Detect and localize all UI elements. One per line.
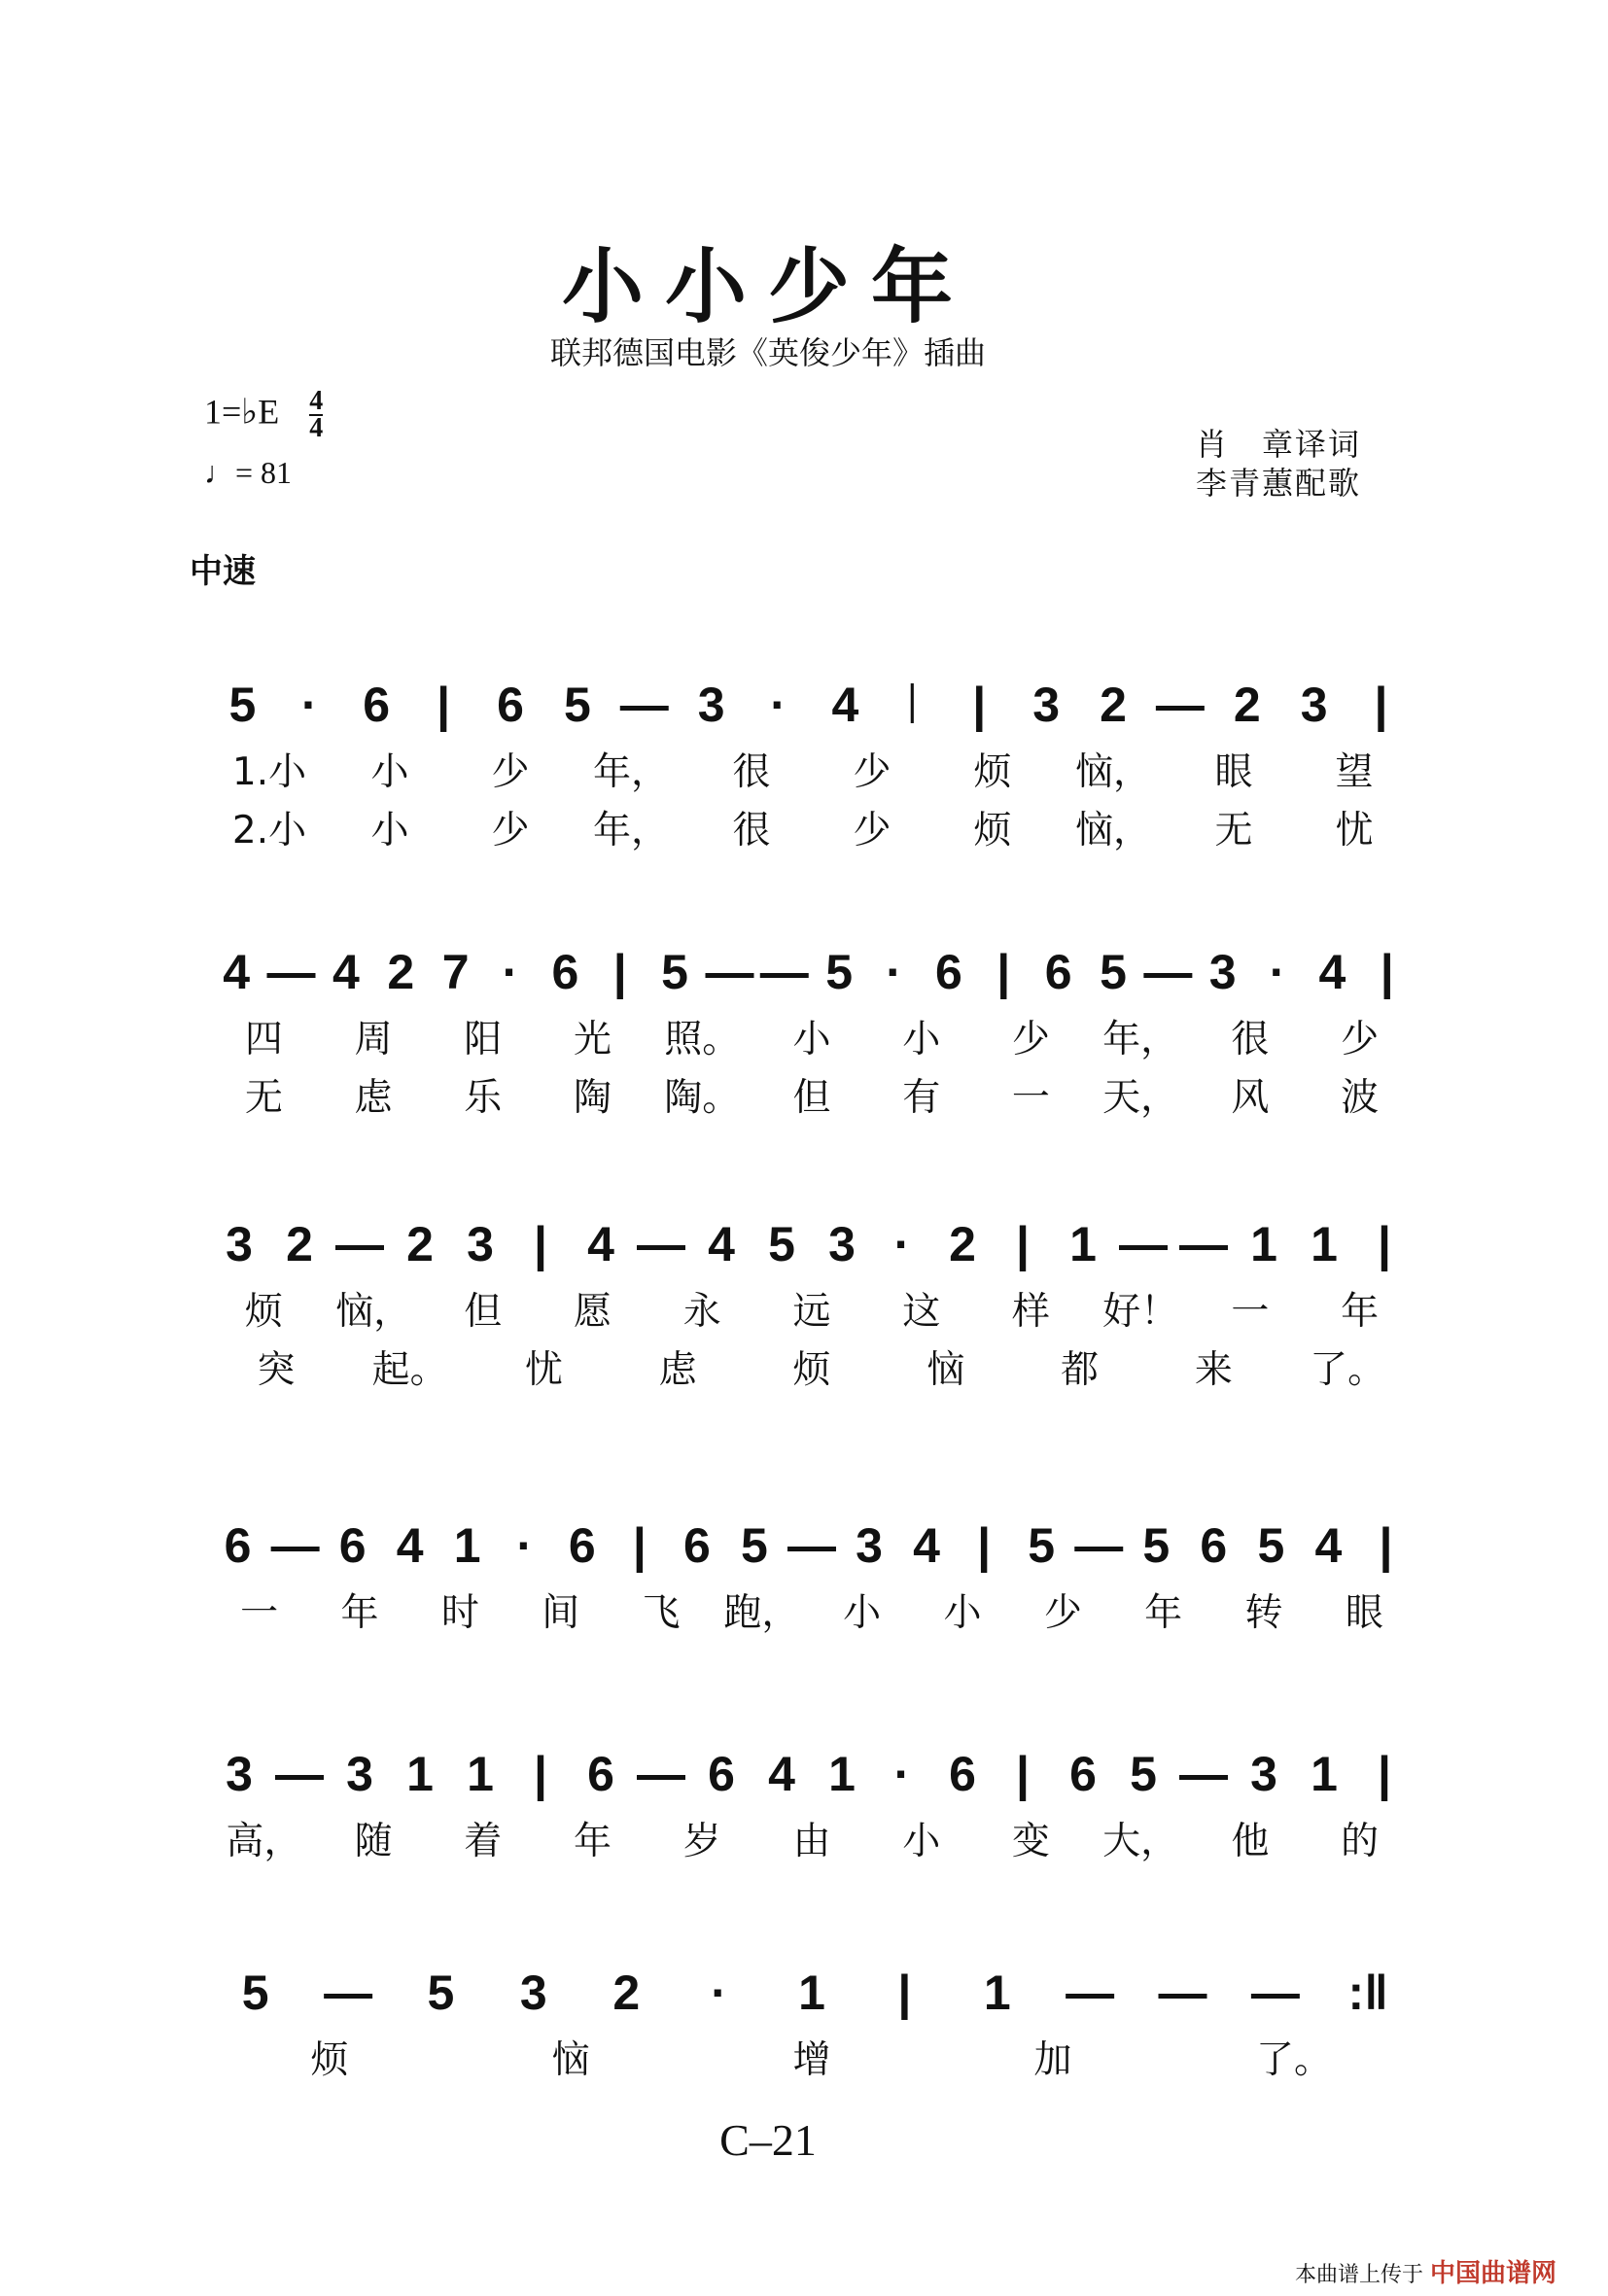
lyric-word: 年	[340, 1591, 379, 1635]
dash: —	[1179, 1217, 1228, 1271]
note: 6	[934, 945, 962, 999]
note: 3	[467, 1217, 494, 1271]
note: 5	[661, 945, 688, 999]
barline: |	[1374, 678, 1388, 732]
note: 4	[1314, 1518, 1343, 1573]
note: 5	[1028, 1518, 1056, 1573]
note: 4	[1318, 945, 1346, 999]
lyric-word: 很	[732, 809, 771, 852]
dash: —	[759, 945, 809, 999]
lyric-word: 忧	[524, 1348, 563, 1392]
lyric-word: 年	[1341, 1290, 1380, 1334]
barline: |	[612, 945, 627, 999]
lyric-word: 周	[354, 1018, 393, 1061]
lyric-word: 来	[1194, 1348, 1233, 1392]
barline: |	[1016, 1747, 1030, 1801]
dash: —	[275, 1747, 324, 1801]
lyric-word: 虑	[354, 1076, 393, 1120]
note: 4	[768, 1747, 795, 1801]
lyric-word: 间	[542, 1591, 580, 1635]
lyric-word: 随	[354, 1820, 393, 1863]
lyric-word: 跑，	[723, 1591, 800, 1635]
barline: |	[437, 678, 451, 732]
dash: —	[1158, 1966, 1207, 2020]
lyric-word: 但	[792, 1076, 831, 1120]
lyric-word: 陶	[574, 1076, 612, 1120]
lyric-word: 时	[440, 1591, 479, 1635]
footer-site: 中国曲谱网	[1430, 2259, 1557, 2288]
note: 2	[949, 1217, 976, 1271]
lyric-word: 一	[240, 1591, 279, 1635]
dash: —	[637, 1217, 685, 1271]
page-number: C–21	[719, 2115, 817, 2165]
lyric-word: 1.小	[231, 750, 307, 794]
note: 6	[949, 1747, 976, 1801]
note: 6	[1200, 1518, 1228, 1573]
lyric-word: 少	[491, 750, 530, 794]
note: 2	[612, 1966, 641, 2020]
dash: —	[270, 1518, 320, 1573]
lyric-word: 很	[732, 750, 771, 794]
footer	[1295, 2253, 1556, 2289]
tempo-marking: ♩= 81	[204, 455, 293, 490]
arranger-credit: 李青蕙配歌	[1196, 465, 1362, 502]
lyric-word: 烦	[792, 1348, 831, 1392]
lyric-word: 烦	[310, 2038, 349, 2082]
lyric-word: 年，	[592, 809, 669, 852]
dash: —	[619, 678, 669, 732]
note: ·	[502, 945, 519, 999]
note: :‖	[1347, 1966, 1389, 2020]
lyric-word: 年，	[1102, 1018, 1179, 1061]
note: 5	[563, 678, 591, 732]
lyric-word: 飞	[642, 1591, 681, 1635]
lyricist-credit: 肖 章译词	[1196, 426, 1362, 463]
lyric-word: 很	[1231, 1018, 1270, 1061]
lyric-word: 好！	[1102, 1290, 1179, 1334]
note: ·	[893, 1747, 911, 1801]
note: 1	[406, 1747, 434, 1801]
note: ·	[300, 678, 318, 732]
barline: |	[632, 1518, 647, 1573]
time-sig-bottom: 4	[309, 413, 324, 443]
note: 1	[1069, 1217, 1097, 1271]
lyric-word: 恼	[551, 2038, 590, 2082]
lyric-word: 虑	[658, 1348, 697, 1392]
barline: |	[897, 1966, 912, 2020]
lyric-word: 有	[902, 1076, 941, 1120]
note: 5	[768, 1217, 795, 1271]
lyric-word: 的	[1341, 1820, 1380, 1863]
lyric-word: 高，	[226, 1820, 302, 1863]
lyric-word: 四	[244, 1018, 283, 1061]
lyric-word: 远	[792, 1290, 831, 1334]
note: 1	[1311, 1747, 1338, 1801]
time-signature	[309, 386, 324, 443]
lyric-word: 烦	[973, 750, 1012, 794]
lyric-word: 恼	[926, 1348, 965, 1392]
note: 4	[396, 1518, 424, 1573]
note: 4	[223, 945, 251, 999]
lyric-word: 无	[1214, 809, 1253, 852]
note: 5	[825, 945, 854, 999]
lyric-word: 突	[257, 1348, 296, 1392]
note: 6	[363, 678, 391, 732]
note: 4	[831, 678, 859, 732]
lyric-word: 少	[1011, 1018, 1050, 1061]
lyric-word: 转	[1244, 1591, 1283, 1635]
note: ·	[893, 1217, 911, 1271]
lyric-word: 烦	[244, 1290, 283, 1334]
note: ·	[770, 678, 787, 732]
lyric-word: 年	[1144, 1591, 1183, 1635]
lyric-word: 眼	[1214, 750, 1253, 794]
barline: |	[977, 1518, 992, 1573]
barline: |	[534, 1217, 547, 1271]
lyric-word: 他	[1231, 1820, 1270, 1863]
note: ·	[886, 945, 902, 999]
speed-marking: 中速	[190, 552, 256, 591]
lyric-word: 小	[943, 1591, 982, 1635]
lyric-word: 了。	[1255, 2038, 1332, 2082]
lyric-word: 少	[1043, 1591, 1082, 1635]
dash: —	[266, 945, 316, 999]
note: 5	[228, 678, 257, 732]
lyric-word: 无	[244, 1076, 283, 1120]
note: ·	[711, 1966, 727, 2020]
lyric-word: 样	[1011, 1290, 1050, 1334]
note: 4	[913, 1518, 940, 1573]
barline: |	[534, 1747, 547, 1801]
lyric-word: 永	[682, 1290, 721, 1334]
lyric-word: 照。	[664, 1018, 741, 1061]
lyric-word: 愿	[574, 1290, 612, 1334]
barline: |	[1378, 1747, 1391, 1801]
lyric-word: 小	[902, 1820, 941, 1863]
lyric-word: 少	[491, 809, 530, 852]
lyric-word: 少	[1341, 1018, 1380, 1061]
dash: —	[1155, 678, 1205, 732]
lyric-word: 小	[370, 809, 409, 852]
lyric-word: 波	[1341, 1076, 1380, 1120]
lyric-word: 恼，	[1074, 809, 1151, 852]
note: 3	[1208, 945, 1237, 999]
lyric-word: 岁	[682, 1820, 721, 1863]
note: 5	[1142, 1518, 1171, 1573]
note: 6	[1069, 1747, 1097, 1801]
note: 3	[519, 1966, 547, 2020]
note: 3	[346, 1747, 373, 1801]
note: 2	[286, 1217, 313, 1271]
note: 5	[1257, 1518, 1285, 1573]
page-subtitle: 联邦德国电影《英俊少年》插曲	[549, 334, 986, 371]
note: 6	[224, 1518, 252, 1573]
lyric-word: 乐	[464, 1076, 503, 1120]
lyric-word: 忧	[1335, 809, 1374, 852]
note: 3	[856, 1518, 883, 1573]
barline: |	[1378, 1217, 1391, 1271]
barline: |	[996, 945, 1011, 999]
lyric-word: 光	[574, 1018, 612, 1061]
dash: —	[1250, 1966, 1300, 2020]
lyric-word: 陶。	[664, 1076, 741, 1120]
lyric-word: 加	[1033, 2038, 1072, 2082]
note: 5	[741, 1518, 768, 1573]
lyric-word: 增	[792, 2038, 831, 2082]
note: 3	[226, 1217, 253, 1271]
lyric-word: 一	[1011, 1076, 1050, 1120]
note: 4	[332, 945, 360, 999]
note: 4	[708, 1217, 735, 1271]
dash: —	[1074, 1518, 1124, 1573]
dash: —	[335, 1217, 384, 1271]
dash: —	[1179, 1747, 1228, 1801]
note: 6	[338, 1518, 367, 1573]
key-label: 1=♭E	[204, 392, 280, 432]
note: 7	[441, 945, 470, 999]
note: 1	[1250, 1217, 1277, 1271]
note: 1	[983, 1966, 1011, 2020]
lyric-word: 了。	[1310, 1348, 1386, 1392]
note: ·	[1269, 945, 1286, 999]
barline: |	[972, 678, 987, 732]
note: 1	[1311, 1217, 1338, 1271]
note: 6	[497, 678, 524, 732]
lyric-word: 大，	[1102, 1820, 1179, 1863]
note: 6	[1044, 945, 1072, 999]
lyric-word: 小	[792, 1018, 831, 1061]
note: 2	[406, 1217, 434, 1271]
note: 3	[226, 1747, 253, 1801]
lyric-word: 少	[853, 750, 891, 794]
note: 2	[387, 945, 415, 999]
note: 3	[1250, 1747, 1277, 1801]
lyric-word: 但	[464, 1290, 503, 1334]
lyric-word: 这	[902, 1290, 941, 1334]
note: 1	[798, 1966, 825, 2020]
note: 3	[1300, 678, 1328, 732]
lyric-word: 望	[1335, 750, 1374, 794]
barline: |	[1016, 1217, 1030, 1271]
lyric-word: 眼	[1345, 1591, 1383, 1635]
note: 5	[1130, 1747, 1157, 1801]
note: 1	[828, 1747, 856, 1801]
footer-uploaded: 本曲谱上传于	[1295, 2263, 1424, 2287]
lyric-word: 小	[370, 750, 409, 794]
lyric-word: 小	[843, 1591, 882, 1635]
note: 1	[467, 1747, 494, 1801]
note: 6	[551, 945, 579, 999]
lyric-word: 都	[1061, 1348, 1100, 1392]
note: 6	[708, 1747, 735, 1801]
lyric-word: 一	[1231, 1290, 1270, 1334]
dash: —	[1066, 1966, 1115, 2020]
barline: |	[1379, 1518, 1393, 1573]
lyric-word: 年，	[592, 750, 669, 794]
lyric-word: 起。	[371, 1348, 448, 1392]
barline: |	[1380, 945, 1394, 999]
note: 5	[241, 1966, 269, 2020]
lyric-word: 2.小	[231, 809, 307, 852]
note: 2	[1233, 678, 1261, 732]
note: 4	[587, 1217, 614, 1271]
note: 6	[587, 1747, 614, 1801]
note: 3	[697, 678, 725, 732]
note: 3	[1032, 678, 1060, 732]
lyric-word: 恼，	[1074, 750, 1151, 794]
lyric-word: 风	[1231, 1076, 1270, 1120]
lyric-word: 少	[853, 809, 891, 852]
note: 6	[682, 1518, 711, 1573]
dash: —	[1143, 945, 1193, 999]
lyric-word: 天，	[1102, 1076, 1179, 1120]
lyric-word: 年	[574, 1820, 612, 1863]
dash: —	[1119, 1217, 1168, 1271]
lyric-word: 烦	[973, 809, 1012, 852]
time-sig-top: 4	[309, 386, 324, 416]
key-signature	[204, 386, 324, 443]
note: 1	[453, 1518, 481, 1573]
page-title: 小小少年	[561, 239, 974, 334]
dash: —	[637, 1747, 685, 1801]
lyric-word: 变	[1011, 1820, 1050, 1863]
lyric-word: 恼，	[335, 1290, 412, 1334]
note: ·	[516, 1518, 534, 1573]
dash: —	[787, 1518, 836, 1573]
note: 3	[828, 1217, 856, 1271]
dash: —	[705, 945, 754, 999]
lyric-word: 由	[792, 1820, 831, 1863]
note: 𝄀	[911, 678, 914, 732]
lyric-word: 着	[464, 1820, 503, 1863]
note: 5	[427, 1966, 455, 2020]
note: 6	[568, 1518, 596, 1573]
lyric-word: 阳	[464, 1018, 503, 1061]
note: 5	[1100, 945, 1127, 999]
dash: —	[324, 1966, 373, 2020]
lyric-word: 小	[902, 1018, 941, 1061]
note: 2	[1100, 678, 1127, 732]
